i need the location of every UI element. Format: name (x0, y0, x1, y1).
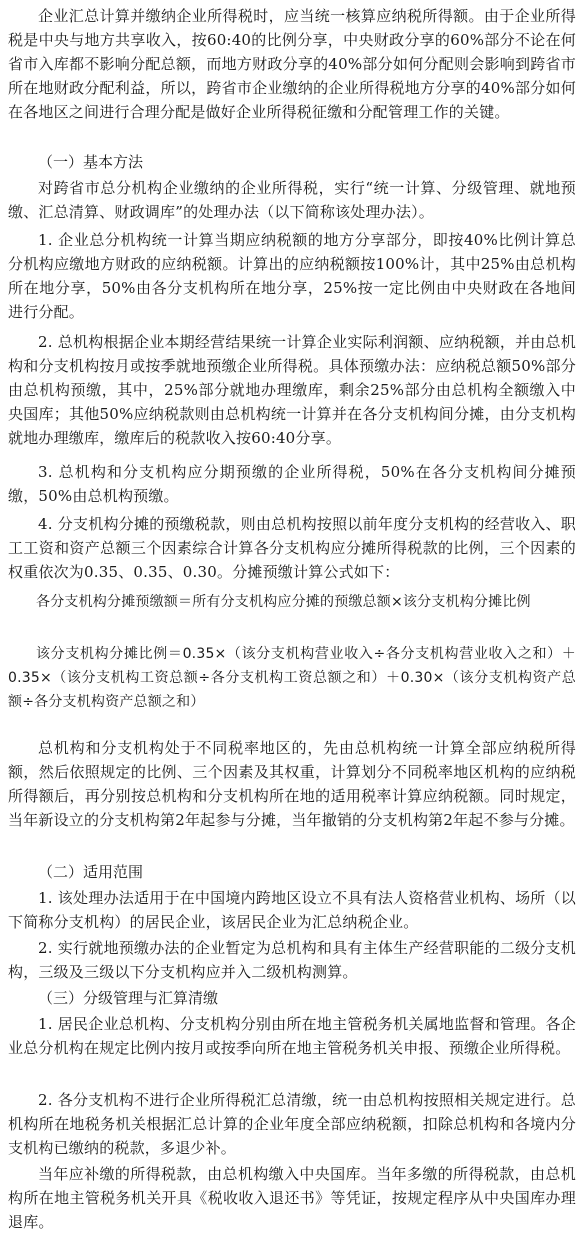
paragraph-basic-method-3: 3. 总机构和分支机构应分期预缴的企业所得税，50%在各分支机构间分摊预缴，50%由总机构预缴。 (8, 463, 576, 505)
paragraph-scope-1: 1. 该处理办法适用于在中国境内跨地区设立不具有法人资格营业机构、场所（以下简称分支机构）的居民企业，该居民企业为汇总纳税企业。 (8, 889, 576, 931)
intro-paragraph: 企业汇总计算并缴纳企业所得税时，应当统一核算应纳税所得额。由于企业所得税是中央与地方共享收入，按60:40的比例分享，中央财政分享的60%部分不论在何省市入库都不影响分配总额，而地方财政分享的40%部分如何分配则会影响到跨省市所在地财政分配利益，所以，跨省市企业缴纳的企业所得税地方分享的40%部分如何在各地区之间进行合理分配是做好企业所得税征缴和分配管理工作的关键。 (8, 7, 576, 121)
section-heading-management: （三）分级管理与汇算清缴 (38, 989, 219, 1007)
paragraph-different-tax-rates: 总机构和分支机构处于不同税率地区的，先由总机构统一计算全部应纳税所得额，然后依照规定的比例、三个因素及其权重，计算划分不同税率地区机构的应纳税所得额后，再分别按总机构和分支机构所在地的适用税率计算应纳税额。同时规定，当年新设立的分支机构第2年起参与分摊，当年撤销的分支机构第2年起不参与分摊。 (8, 739, 576, 829)
section-heading-scope: （二）适用范围 (38, 863, 144, 881)
section-heading-basic-method: （一）基本方法 (38, 153, 144, 171)
paragraph-management-2: 2. 各分支机构不进行企业所得税汇总清缴，统一由总机构按照相关规定进行。总机构所在地税务机关根据汇总计算的企业年度全部应纳税额，扣除总机构和各境内分支机构已缴纳的税款，多退少补。 (8, 1091, 576, 1157)
paragraph-basic-method-2: 2. 总机构根据企业本期经营结果统一计算企业实际利润额、应纳税额，并由总机构和分支机构按月或按季就地预缴企业所得税。具体预缴办法：应纳税总额50%部分由总机构预缴，其中，25%部分就地办理缴库，剩余25%部分由总机构全额缴入中央国库；其他50%应纳税款则由总机构统一计算并在各分支机构间分摊，由分支机构就地办理缴库，缴库后的税款收入按60:40分享。 (8, 333, 576, 447)
paragraph-basic-method-1: 1. 企业总分机构统一计算当期应纳税额的地方分享部分，即按40%比例计算总分机构应缴地方财政的应纳税额。计算出的应纳税额按100%计，其中25%由总机构所在地分享，50%由各分支机构所在地分享，25%按一定比例由中央财政在各地间进行分配。 (8, 231, 576, 321)
paragraph-basic-method-intro: 对跨省市总分机构企业缴纳的企业所得税，实行“统一计算、分级管理、就地预缴、汇总清算、财政调库”的处理办法（以下简称该处理办法）。 (8, 179, 576, 221)
paragraph-scope-2: 2. 实行就地预缴办法的企业暂定为总机构和具有主体生产经营职能的二级分支机构，三级及三级以下分支机构应并入二级机构测算。 (8, 939, 576, 981)
paragraph-basic-method-4: 4. 分支机构分摊的预缴税款，则由总机构按照以前年度分支机构的经营收入、职工工资和资产总额三个因素综合计算各分支机构应分摊所得税款的比例，三个因素的权重依次为0.35、0.35、0.30。分摊预缴计算公式如下： (8, 515, 576, 581)
formula-allocation-ratio: 该分支机构分摊比例＝0.35×（该分支机构营业收入÷各分支机构营业收入之和）＋0.35×（该分支机构工资总额÷各分支机构工资总额之和）＋0.30×（该分支机构资产总额÷各分支机构资产总额之和） (8, 646, 576, 710)
paragraph-management-3: 当年应补缴的所得税款，由总机构缴入中央国库。当年多缴的所得税款，由总机构所在地主管税务机关开具《税收收入退还书》等凭证，按规定程序从中央国库办理退库。 (8, 1165, 576, 1231)
paragraph-management-1: 1. 居民企业总机构、分支机构分别由所在地主管税务机关属地监督和管理。各企业总分机构在规定比例内按月或按季向所在地主管税务机关申报、预缴企业所得税。 (8, 1015, 576, 1057)
formula-allocation-amount: 各分支机构分摊预缴额＝所有分支机构应分摊的预缴总额×该分支机构分摊比例 (36, 594, 531, 610)
